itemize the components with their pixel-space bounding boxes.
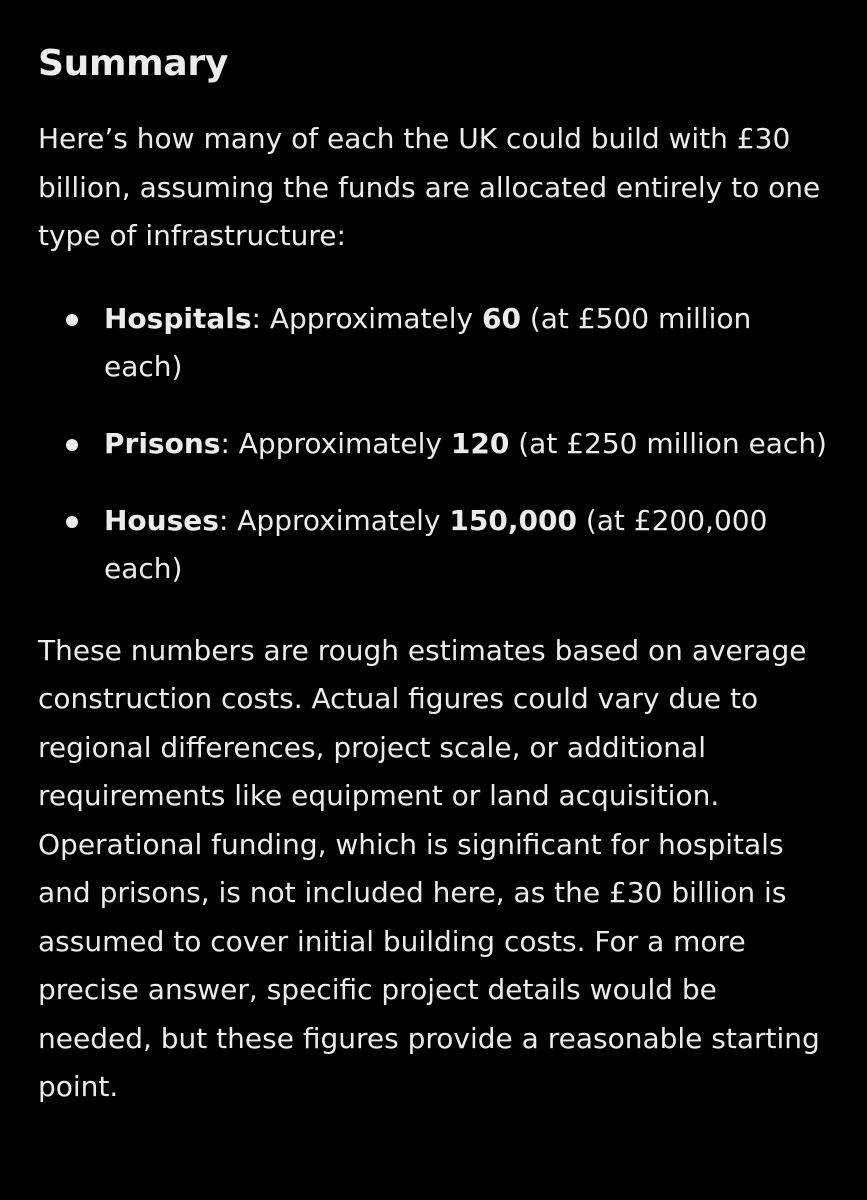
item-label: Hospitals — [104, 301, 252, 335]
bullet-dot-icon — [66, 439, 78, 451]
item-separator: : Approximately — [251, 301, 482, 335]
summary-heading: Summary — [38, 43, 228, 84]
item-detail: (at £200,000 each) — [104, 503, 768, 585]
list-item-houses — [38, 497, 838, 593]
item-count: 60 — [481, 301, 521, 335]
item-count: 150,000 — [449, 503, 577, 537]
list-item-prisons — [38, 420, 838, 468]
outro-paragraph: These numbers are rough estimates based on average construction costs. Actual figures could vary due to regional differences, project scale, or additional requirements like equipment or land acquisition. Operational funding, which is significant for hospitals and prisons, is not included here, as the £30 billion is assumed to cover initial building costs. For a more precise answer, specific project details would be needed, but these figures provide a reasonable starting point. — [38, 633, 820, 1103]
item-count: 120 — [450, 426, 510, 460]
bullet-dot-icon — [66, 314, 78, 326]
estimate-list — [38, 295, 838, 593]
list-item-hospitals — [38, 295, 838, 391]
item-separator: : Approximately — [220, 426, 451, 460]
item-label: Prisons — [104, 426, 221, 460]
item-detail: (at £500 million each) — [104, 301, 752, 383]
item-separator: : Approximately — [218, 503, 450, 537]
item-label: Houses — [104, 503, 219, 537]
item-detail: (at £250 million each) — [509, 426, 827, 460]
summary-section — [38, 38, 838, 1112]
bullet-dot-icon — [66, 516, 78, 528]
intro-paragraph: Here’s how many of each the UK could build with £30 billion, assuming the funds are allocated entirely to one type of infrastructure: — [38, 122, 821, 252]
